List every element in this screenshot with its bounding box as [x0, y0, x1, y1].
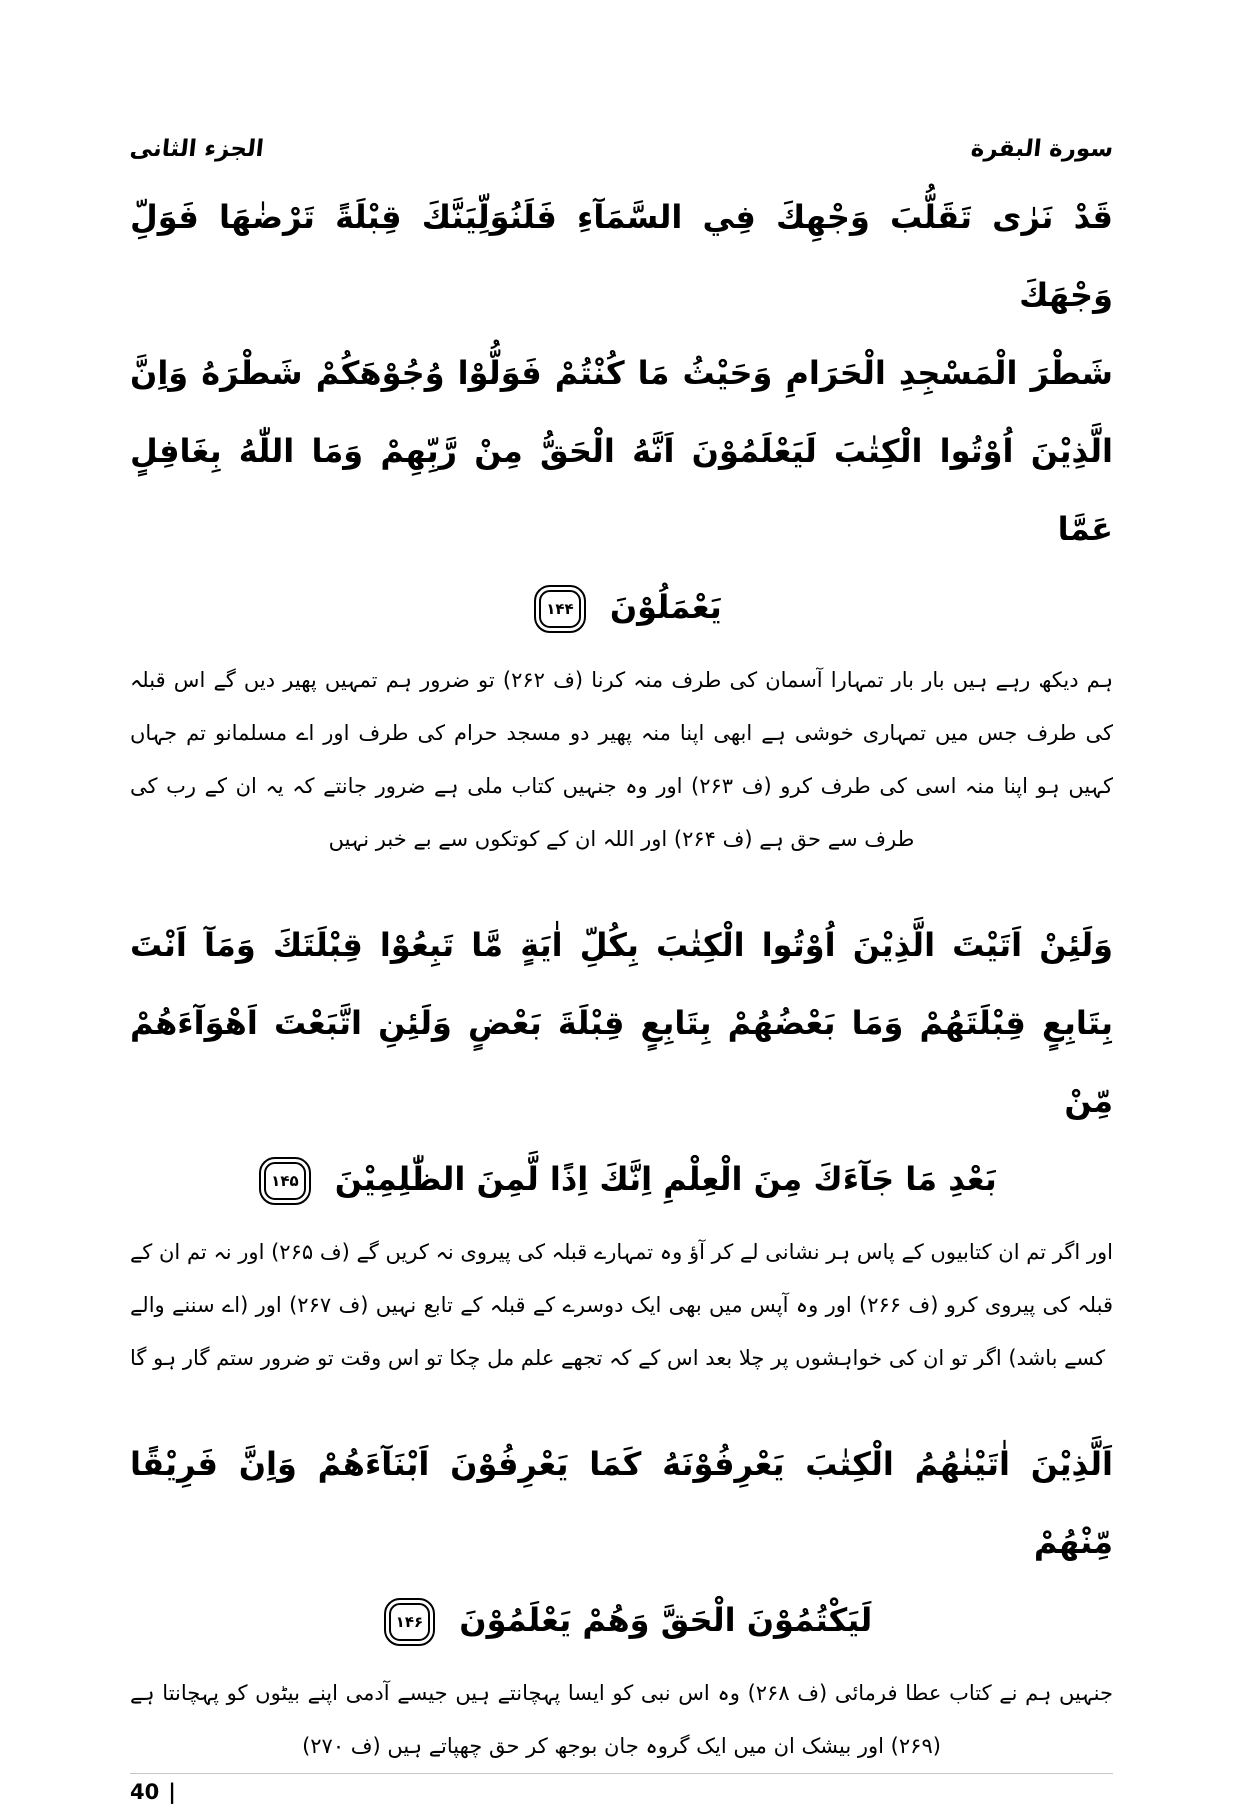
arabic-verse-last-line [130, 1140, 1113, 1218]
arabic-verse-line: وَلَئِنْ اَتَيْتَ الَّذِيْنَ اُوْتُوا الْكِتٰبَ بِكُلِّ اٰيَةٍ مَّا تَبِعُوْا قِبْلَتَكَ وَمَآ اَنْتَ [130, 926, 1113, 964]
arabic-verse-last-line [130, 568, 1113, 646]
arabic-verse-line: شَطْرَ الْمَسْجِدِ الْحَرَامِ وَحَيْثُ مَا كُنْتُمْ فَوَلُّوْا وُجُوْهَكُمْ شَطْرَهُ وَاِنَّ [130, 354, 1113, 392]
verse-number-cartouche: ۱۴۴ [539, 590, 580, 628]
footer-divider [130, 1773, 1113, 1774]
verse-block-146 [130, 1425, 1113, 1773]
arabic-verse-ending-text: لَيَكْتُمُوْنَ الْحَقَّ وَهُمْ يَعْلَمُوْنَ [459, 1601, 873, 1639]
page-header [130, 136, 1113, 162]
arabic-verse-line: قَدْ نَرٰى تَقَلُّبَ وَجْهِكَ فِي السَّمَآءِ فَلَنُوَلِّيَنَّكَ قِبْلَةً تَرْضٰهَا فَوَلِّ وَجْهَكَ [130, 198, 1113, 314]
surah-title-calligraphy: سورة البقرة [969, 136, 1115, 162]
page-number-separator: | [168, 1780, 176, 1804]
urdu-translation-paragraph: جنہیں ہم نے کتاب عطا فرمائی (ف ۲۶۸) وہ اس نبی کو ایسا پہچانتے ہیں جیسے آدمی اپنے بیٹوں کو پہچانتا ہے (۲۶۹) اور بیشک ان میں ایک گروہ جان بوجھ کر حق چھپاتے ہیں (ف ۲۷۰) [130, 1681, 1113, 1758]
urdu-translation-paragraph: اور اگر تم ان کتابیوں کے پاس ہر نشانی لے کر آؤ وہ تمہارے قبلہ کی پیروی نہ کریں گے (ف ۲۶۵) اور نہ تم ان کے قبلہ کی پیروی کرو (ف ۲۶۶) اور وہ آپس میں بھی ایک دوسرے کے قبلہ کے تابع نہیں (ف ۲۶۷) اور (اے سننے والے کسے باشد) اگر تو ان کی خواہشوں پر چلا بعد اس کے کہ تجھے علم مل چکا تو اس وقت تو ضرور ستم گار ہو گا [130, 1240, 1113, 1370]
arabic-verse-last-line [130, 1581, 1113, 1659]
page-number-row [130, 1780, 1113, 1804]
verse-number-cartouche: ۱۴۶ [389, 1603, 430, 1641]
arabic-verse-line: بِتَابِعٍ قِبْلَتَهُمْ وَمَا بَعْضُهُمْ بِتَابِعٍ قِبْلَةَ بَعْضٍ وَلَئِنِ اتَّبَعْتَ اَهْوَآءَهُمْ مِّنْ [130, 1004, 1113, 1120]
page-footer [130, 1773, 1113, 1804]
verse-block-145 [130, 906, 1113, 1385]
arabic-verse-line: اَلَّذِيْنَ اٰتَيْنٰهُمُ الْكِتٰبَ يَعْرِفُوْنَهُ كَمَا يَعْرِفُوْنَ اَبْنَآءَهُمْ وَاِنَّ فَرِيْقًا مِّنْهُمْ [130, 1445, 1113, 1561]
juz-title-calligraphy: الجزء الثانی [128, 136, 265, 162]
page-number: 40 [130, 1780, 160, 1804]
verse-block-144 [130, 178, 1113, 866]
verse-number-cartouche: ۱۴۵ [264, 1162, 305, 1200]
urdu-translation-paragraph: ہم دیکھ رہے ہیں بار بار تمہارا آسمان کی طرف منہ کرنا (ف ۲۶۲) تو ضرور ہم تمہیں پھیر دیں گے اس قبلہ کی طرف جس میں تمہاری خوشی ہے ابھی اپنا منہ پھیر دو مسجد حرام کی طرف اور اے مسلمانو تم جہاں کہیں ہو اپنا منہ اسی کی طرف کرو (ف ۲۶۳) اور وہ جنہیں کتاب ملی ہے ضرور جانتے کہ یہ ان کے رب کی طرف سے حق ہے (ف ۲۶۴) اور اللہ ان کے کوتکوں سے بے خبر نہیں [130, 668, 1114, 851]
arabic-verse-ending-text: يَعْمَلُوْنَ [609, 588, 722, 626]
arabic-verse-ending-text: بَعْدِ مَا جَآءَكَ مِنَ الْعِلْمِ اِنَّكَ اِذًا لَّمِنَ الظّٰلِمِيْنَ [334, 1160, 997, 1198]
arabic-verse-line: الَّذِيْنَ اُوْتُوا الْكِتٰبَ لَيَعْلَمُوْنَ اَنَّهُ الْحَقُّ مِنْ رَّبِّهِمْ وَمَا اللّٰهُ بِغَافِلٍ عَمَّا [130, 432, 1113, 548]
